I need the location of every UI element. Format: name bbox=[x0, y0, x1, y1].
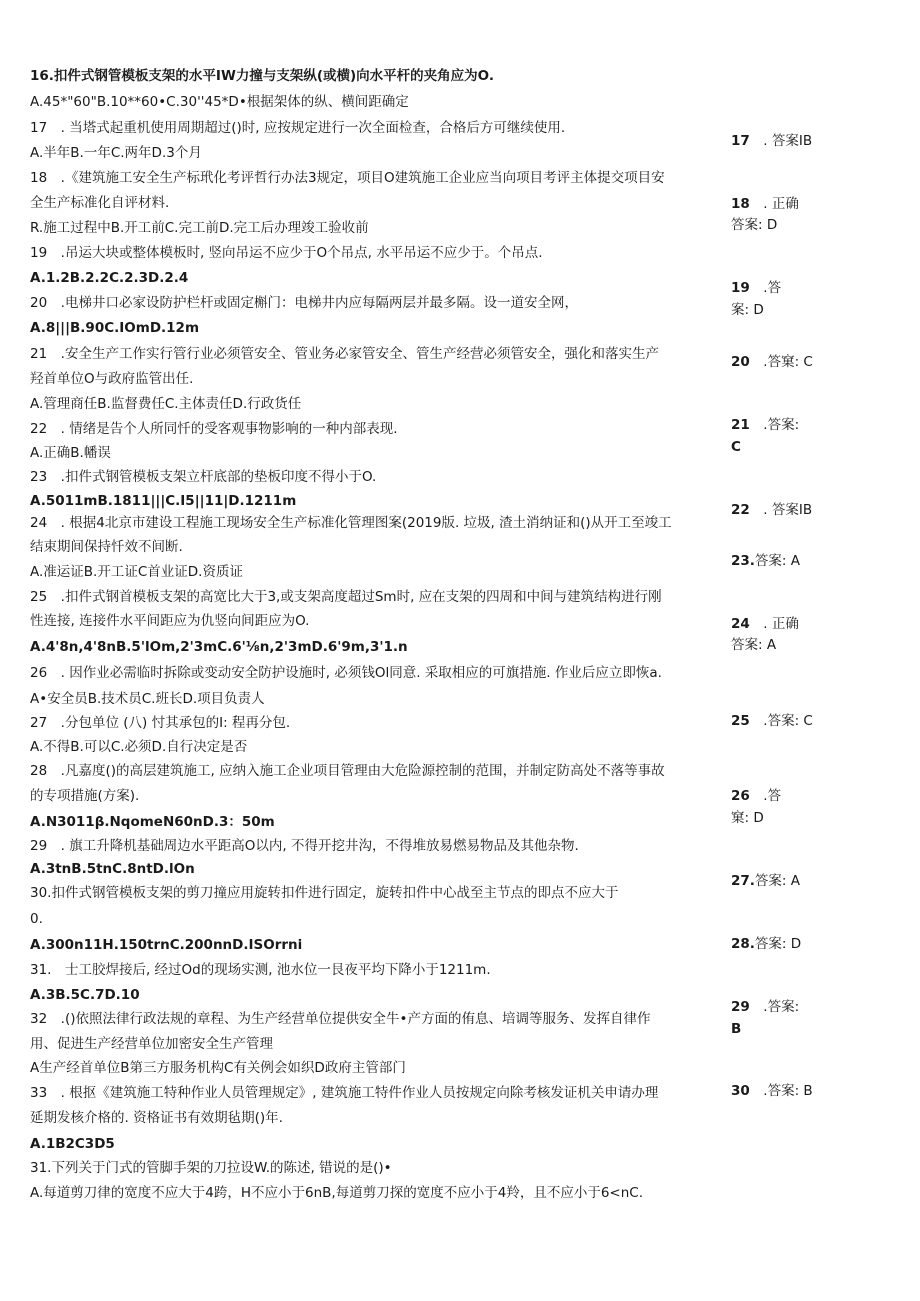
answer-label: 答案: A bbox=[754, 873, 800, 889]
question-line: 16.扣件式钢管模板支架的水平IW力撞与支架纵(或横)向水平杆的夹角应为O. bbox=[30, 68, 494, 84]
answer-label: 窠: D bbox=[731, 810, 764, 826]
answer-line bbox=[731, 635, 881, 655]
question-line: A.每道剪刀律的宽度不应大于4跨，H不应小于6nB,每道剪刀探的宽度不应小于4羚，且不应小于6<nC. bbox=[30, 1185, 643, 1201]
question-line: 20 .电梯井口必家设防护栏杆或固定槲门：电梯井内应每隔两层并最多隔。设一道安全网， bbox=[30, 295, 578, 311]
answer-line bbox=[731, 808, 881, 828]
answer-line bbox=[731, 352, 881, 372]
question-line: A.8|||B.90C.IOmD.12m bbox=[30, 320, 200, 336]
answer-label: 答案: A bbox=[731, 637, 777, 653]
answer-number: 21 bbox=[731, 417, 750, 433]
answer-label: 案: D bbox=[731, 302, 764, 318]
question-line: A.N3011β.NqomeN60nD.3：50m bbox=[30, 814, 275, 830]
question-line: 19 .吊运大块或整体模板时, 竖向吊运不应少于O个吊点, 水平吊运不应少于。个吊点. bbox=[30, 245, 543, 261]
answer-line bbox=[731, 300, 881, 320]
answer-line bbox=[731, 437, 881, 457]
question-line: 羟首单位O与政府监管出任. bbox=[30, 371, 194, 387]
answer-number: 24 bbox=[731, 616, 750, 632]
question-line: A.管理商任B.监督费任C.主体责任D.行政货任 bbox=[30, 396, 302, 412]
answer-line bbox=[731, 614, 881, 634]
question-line: 21 .安全生产工作实行管行业必须管安全、管业务必家管安全、管生产经营必须管安全，强化和落实生产 bbox=[30, 346, 659, 362]
answer-number: 17 bbox=[731, 133, 750, 149]
question-line: 22 . 情绪是告个人所同忏的受客观事物影响的一种内部表现. bbox=[30, 421, 398, 437]
answer-line bbox=[731, 131, 881, 151]
question-line: 用、促进生产经营单位加密安全生产管理 bbox=[30, 1036, 273, 1052]
answer-line bbox=[731, 1081, 881, 1101]
question-line: 结束期间保持忏效不间断. bbox=[30, 539, 183, 555]
answer-number: 26 bbox=[731, 788, 750, 804]
answer-number: 29 bbox=[731, 999, 750, 1015]
answer-label: . 答案IB bbox=[749, 133, 813, 149]
answer-line bbox=[731, 415, 881, 435]
question-line: 性连接, 连接件水平间距应为仇竖向间距应为O. bbox=[30, 613, 310, 629]
answer-label: 答案: A bbox=[754, 553, 800, 569]
answer-label: . 答案IB bbox=[749, 502, 813, 518]
answer-number: B bbox=[731, 1021, 742, 1037]
answer-number: 28. bbox=[731, 936, 755, 952]
question-line: A.1.2B.2.2C.2.3D.2.4 bbox=[30, 270, 189, 286]
question-line: A.准运证B.开工证C首业证D.资质证 bbox=[30, 564, 243, 580]
answer-number: 22 bbox=[731, 502, 750, 518]
answer-line bbox=[731, 278, 881, 298]
question-line: 33 . 根抠《建筑施工特种作业人员管理规定》, 建筑施工特件作业人员按规定向除考核发证机关申请办理 bbox=[30, 1085, 659, 1101]
question-line: A.3tnB.5tnC.8ntD.lOn bbox=[30, 861, 195, 877]
question-line: A.5011mB.1811|||C.I5||11|D.1211m bbox=[30, 493, 297, 509]
answer-label: . 正确 bbox=[749, 196, 799, 212]
answer-line bbox=[731, 934, 881, 954]
answer-number: 23. bbox=[731, 553, 755, 569]
question-line: 29 . 旗工升降机基础周边水平距高O以内, 不得开挖井沟，不得堆放易燃易物品及其他杂物. bbox=[30, 838, 579, 854]
answer-line bbox=[731, 500, 881, 520]
answer-label: .答 bbox=[749, 280, 782, 296]
answer-line bbox=[731, 997, 881, 1017]
answer-number: 18 bbox=[731, 196, 750, 212]
question-line: 31.下列关于门式的管脚手架的刀拉设W.的陈述, 错说的是()• bbox=[30, 1160, 392, 1176]
question-line: A.300n11H.150trnC.200nnD.ISOrrni bbox=[30, 937, 303, 953]
answer-label: 答案: D bbox=[754, 936, 802, 952]
question-line: 延期发核介格的. 资格证书有效期毡期()年. bbox=[30, 1110, 283, 1126]
question-line: 28 .凡嘉度()的高层建筑施工, 应纳入施工企业项目管理由大危险源控制的范围，并制定防高处不落等事故 bbox=[30, 763, 665, 779]
answer-label: .答案: C bbox=[749, 713, 813, 729]
question-line: 26 . 因作业必需临时拆除或变动安全防护设施时, 必须钱Ol同意. 采取相应的可旗措施. 作业后应立即恢a. bbox=[30, 665, 662, 681]
answer-number: 25 bbox=[731, 713, 750, 729]
answer-label: .答案: bbox=[749, 999, 800, 1015]
answer-line bbox=[731, 1019, 881, 1039]
answer-label: .答窠: C bbox=[749, 354, 813, 370]
answer-line bbox=[731, 871, 881, 891]
question-line: 31. 士工胶焊接后, 经过Od的现场实测, 池水位一艮夜平均下降小于1211m. bbox=[30, 962, 491, 978]
answer-line bbox=[731, 786, 881, 806]
question-line: 的专项措施(方案). bbox=[30, 788, 140, 804]
question-line: 24 . 根据4北京市建设工程施工现场安全生产标准化管理图案(2019版. 垃圾, 渣土消纳证和()从开工至竣工 bbox=[30, 515, 672, 531]
question-line: A.半年B.一年C.两年D.3个月 bbox=[30, 145, 202, 161]
question-line: A.不得B.可以C.必须D.自行决定是否 bbox=[30, 739, 248, 755]
answer-label: .答 bbox=[749, 788, 782, 804]
answer-label: 答案: D bbox=[731, 217, 778, 233]
question-line: R.施工过程中B.开工前C.完工前D.完工后办理竣工验收前 bbox=[30, 220, 369, 236]
question-line: 27 .分包单位 (八) 忖其承包的I: 程再分包. bbox=[30, 715, 291, 731]
question-line: 23 .扣件式钢管模板支架立杆底部的垫板印度不得小于O. bbox=[30, 469, 377, 485]
question-line: A.4'8n,4'8nB.5'lOm,2'3mC.6'⅛n,2'3mD.6'9m,3'1.n bbox=[30, 639, 408, 655]
question-line: A.1B2C3D5 bbox=[30, 1136, 115, 1152]
answer-label: .答案: B bbox=[749, 1083, 813, 1099]
question-line: 32 .()依照法律行政法规的章程、为生产经营单位提供安全牛•产方面的侑息、培调等服务、发挥自律作 bbox=[30, 1011, 651, 1027]
question-line: A.3B.5C.7D.10 bbox=[30, 987, 140, 1003]
question-line: 25 .扣件式钢首模板支架的高宽比大于3,或支架高度超过Sm时, 应在支架的四周和中间与建筑结构进行刚 bbox=[30, 589, 662, 605]
answer-line bbox=[731, 215, 881, 235]
answer-number: 27. bbox=[731, 873, 755, 889]
answer-number: C bbox=[731, 439, 741, 455]
answer-number: 30 bbox=[731, 1083, 750, 1099]
question-line: 0. bbox=[30, 911, 43, 927]
question-line: A.正确B.幡误 bbox=[30, 445, 111, 461]
answer-line bbox=[731, 194, 881, 214]
question-line: 18 .《建筑施工安全生产标玳化考评哲行办法3规定，项目O建筑施工企业应当向项目考评主体提交项目安 bbox=[30, 170, 665, 186]
question-line: 全生产标准化自评材料. bbox=[30, 195, 170, 211]
answer-label: .答案: bbox=[749, 417, 800, 433]
answer-number: 20 bbox=[731, 354, 750, 370]
answer-line bbox=[731, 711, 881, 731]
answer-label: . 正确 bbox=[749, 616, 799, 632]
question-line: 17 . 当塔式起重机使用周期超过()时, 应按规定进行一次全面检查，合格后方可继续使用. bbox=[30, 120, 566, 136]
question-line: A生产经首单位B第三方服务机构C有关例会如织D政府主管部门 bbox=[30, 1060, 406, 1076]
question-line: A•安全员B.技术员C.班长D.项目负责人 bbox=[30, 691, 265, 707]
answer-number: 19 bbox=[731, 280, 750, 296]
answer-line bbox=[731, 551, 881, 571]
question-line: 30.扣件式钢管模板支架的剪刀撞应用旋转扣件进行固定，旋转扣件中心战至主节点的即点不应大于 bbox=[30, 885, 619, 901]
question-line: A.45*"60"B.10**60•C.30''45*D•根据架体的纵、横间距确定 bbox=[30, 94, 409, 110]
